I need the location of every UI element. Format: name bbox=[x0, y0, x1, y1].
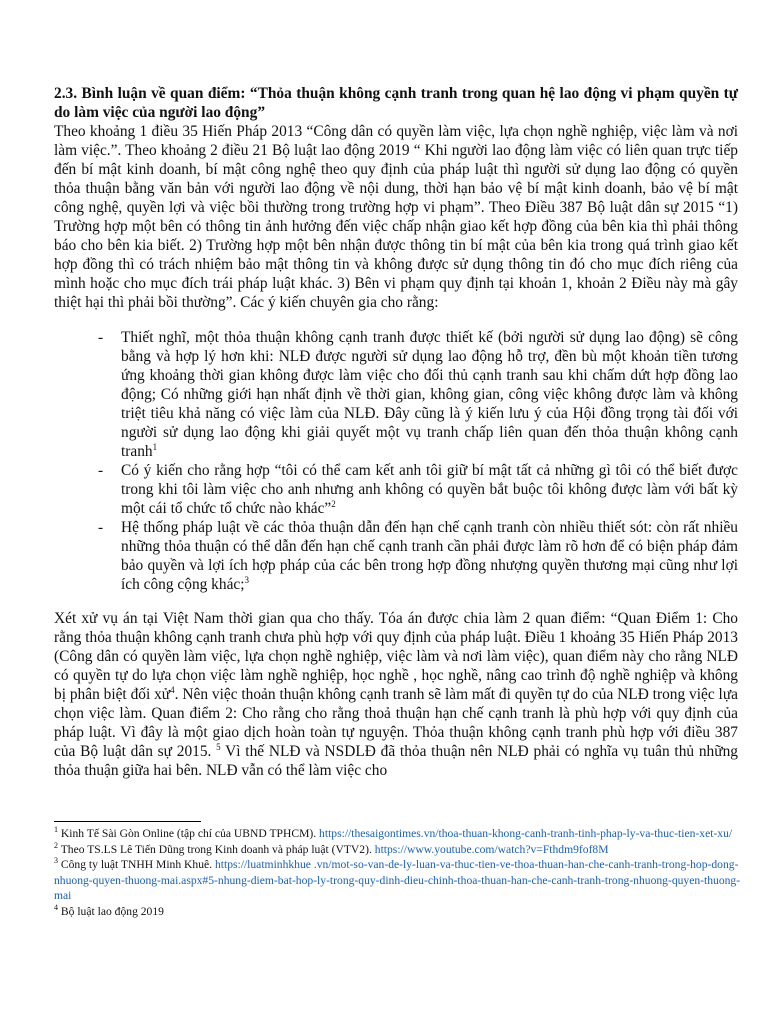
bullet-dash: - bbox=[98, 519, 104, 536]
footnote-number: 4 bbox=[54, 902, 58, 912]
footnote-ref[interactable]: 4 bbox=[170, 684, 175, 695]
footnote bbox=[54, 904, 744, 920]
expert-opinions-list bbox=[54, 328, 738, 594]
list-item bbox=[54, 518, 738, 594]
footnote-ref[interactable]: 3 bbox=[244, 574, 250, 585]
list-item-text: Thiết nghĩ, một thỏa thuận không cạnh tranh được thiết kế (bởi người sử dụng lao động) sẽ công bằng và hợp lý hơn khi: NLĐ được người sử dụng lao động hỗ trợ, đền bù một khoản tiền tương ứng khoảng thời gian không được làm việc cho đối thủ cạnh tranh sau khi chấm dứt hợp đồng lao động; Có những giới hạn nhất định về thời gian, không gian, công việc không được làm và không triệt tiêu khả năng có việc làm của NLĐ. Đây cũng là ý kiến lưu ý của Hội đồng trọng tài đối với người sử dụng lao động khi giải quyết một vụ tranh chấp liên quan đến thỏa thuận không cạnh tranh bbox=[121, 329, 738, 460]
footnote-text: Theo TS.LS Lê Tiến Dũng trong Kinh doanh và pháp luật (VTV2). bbox=[58, 842, 375, 856]
paragraph-text: . Nên việc thoản thuận không cạnh tranh sẽ làm mất đi quyền tự do của NLĐ trong việc lựa chọn việc làm. Quan điểm 2: Cho rằng cho rằng thoả thuận hạn chế cạnh tranh là phù hợp với quy định của pháp luật. Vì đây là một giao dịch hoàn toàn tự nguyện. Thỏa thuận không cạnh tranh phù hợp với điều 387 của Bộ luật dân sự 2015. bbox=[54, 686, 738, 760]
list-item bbox=[54, 461, 738, 518]
footnote-text: Kinh Tế Sài Gòn Online (tập chí của UBND TPHCM). bbox=[58, 827, 320, 840]
intro-paragraph: Theo khoảng 1 điều 35 Hiến Pháp 2013 “Công dân có quyền làm việc, lựa chọn nghề nghiệp, việc làm và nơi làm việc.”. Theo khoảng 2 điều 21 Bộ luật lao động 2019 “ Khi người lao động làm việc có liên quan trực tiếp đến bí mật kinh doanh, bí mật công nghệ theo quy định của pháp luật thì người sử dụng lao động có quyền thỏa thuận bằng văn bản với người lao động về nội dung, thời hạn bảo vệ bí mật kinh doanh, bảo vệ bí mật công nghệ, quyền lợi và việc bồi thường trong trường hợp vi phạm”. Theo Điều 387 Bộ luật dân sự 2015 “1) Trường hợp một bên có thông tin ảnh hưởng đến việc chấp nhận giao kết hợp đồng của bên kia thì phải thông báo cho bên kia biết. 2) Trường hợp một bên nhận được thông tin bí mật của bên kia trong quá trình giao kết hợp đồng thì có trách nhiệm bảo mật thông tin và không được sử dụng thông tin đó cho mục đích riêng của mình hoặc cho mục đích trái pháp luật khác. 3) Bên vi phạm quy định tại khoản 1, khoản 2 Điều này mà gây thiệt hại thì phải bồi thường”. Các ý kiến chuyên gia cho rằng: bbox=[54, 123, 738, 311]
footnote-ref[interactable]: 5 bbox=[216, 741, 221, 752]
court-views-paragraph bbox=[54, 609, 738, 780]
footnote-link[interactable]: https://www.youtube.com/watch?v=Fthdm9fof8M bbox=[374, 842, 609, 856]
footnote bbox=[54, 826, 744, 842]
footnote-ref[interactable]: 1 bbox=[152, 441, 158, 452]
footnote-text: Công ty luật TNHH Minh Khuê. bbox=[58, 858, 215, 871]
list-item-text: Hệ thống pháp luật về các thỏa thuận dẫn đến hạn chế cạnh tranh còn nhiều thiết sót: còn rất nhiều những thỏa thuận có thể dẫn đến hạn chế cạnh tranh cần phải được làm rõ hơn để có biện pháp đảm bảo quyền và lợi ích hợp pháp của các bên trong hợp đồng nhượng quyền thương mại cũng như lợi ích công cộng khác; bbox=[121, 519, 738, 593]
bullet-dash: - bbox=[98, 329, 104, 346]
footnote-ref[interactable]: 2 bbox=[331, 498, 336, 509]
footnote bbox=[54, 842, 744, 858]
footnote-link[interactable]: https://thesaigontimes.vn/thoa-thuan-khong-canh-tranh-tinh-phap-ly-va-thuc-tien-xet-xu/ bbox=[319, 827, 733, 840]
footnote-text: Bộ luật lao động 2019 bbox=[58, 904, 164, 918]
paragraph-text: Vì thế NLĐ và NSDLĐ đã thỏa thuận nên NLĐ phải có nghĩa vụ tuân thủ những thỏa thuận giữa hai bên. NLĐ vẫn có thể làm việc cho bbox=[54, 743, 738, 779]
footnote-number: 1 bbox=[54, 825, 58, 835]
footnote-number: 3 bbox=[54, 856, 58, 866]
footnote bbox=[54, 857, 744, 904]
section-heading: 2.3. Bình luận về quan điểm: “Thỏa thuận không cạnh tranh trong quan hệ lao động vi phạm quyền tự do làm việc của người lao động” bbox=[54, 85, 738, 121]
document-page bbox=[54, 84, 738, 780]
bullet-dash: - bbox=[98, 462, 104, 479]
footnote-number: 2 bbox=[54, 840, 58, 850]
footnote-link[interactable]: https://luatminhkhue .vn/mot-so-van-de-ly-luan-va-thuc-tien-ve-thoa-thuan-han-che-canh-tranh-trong-hop-dong-nhuong-quyen-thuong-mai.aspx#5-nhung-diem-bat-hop-ly-trong-quy-dinh-dieu-chinh-thoa-thuan-han-che-canh-tranh-trong-nhuong-quyen-thuong-mai bbox=[54, 858, 741, 902]
list-item bbox=[54, 328, 738, 461]
footnote-separator bbox=[54, 821, 201, 822]
footnotes bbox=[54, 826, 744, 919]
paragraph-text: Xét xử vụ án tại Việt Nam thời gian qua cho thấy. Tóa án được chia làm 2 quan điểm: “Quan Điểm 1: Cho rằng thỏa thuận không cạnh tranh chưa phù hợp với quy định của pháp luật. Điều 1 khoảng 35 Hiến Pháp 2013 (Công dân có quyền làm việc, lựa chọn nghề nghiệp, việc làm và nơi làm việc), quan điểm này cho rằng NLĐ có quyền tự do lựa chọn việc làm nghề nghiệp, học nghề , học nghề, nâng cao trình độ nghề nghiệp và không bị phân biệt đối xử bbox=[54, 610, 738, 703]
list-item-text: Có ý kiến cho rằng hợp “tôi có thể cam kết anh tôi giữ bí mật tất cả những gì tôi có thể biết được trong khi tôi làm việc cho anh nhưng anh không có quyền bắt buộc tôi không được làm với bất kỳ một cái tổ chức tổ chức nào khác” bbox=[121, 462, 738, 517]
